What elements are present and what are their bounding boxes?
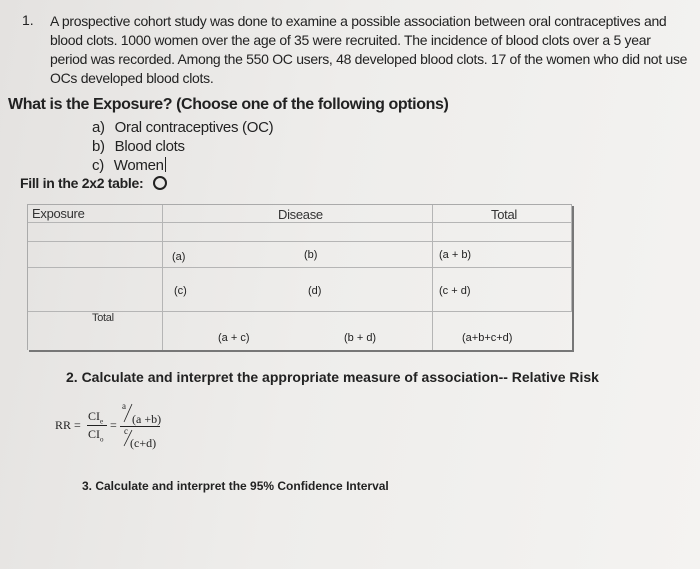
question-3: 3. Calculate and interpret the 95% Confidence Interval (82, 479, 389, 493)
ci-exposed-sub: e (100, 417, 104, 426)
fill-table-label: Fill in the 2x2 table: (20, 175, 144, 191)
table-line (432, 205, 433, 350)
two-by-two-table (27, 204, 572, 350)
question-1-text: A prospective cohort study was done to examine a possible association between oral contraceptives and blood clots. 1000 women over the age of 35 were recruited. The incidence of blood clots over a 5 year period was recorded. Among the 550 OC users, 48 developed blood clots. 17 of the women who did not use OCs developed blood clots. (50, 13, 688, 86)
formula-a-plus-b: (a +b) (132, 412, 162, 426)
formula-rr-label: RR = (55, 418, 81, 432)
option-a-text: Oral contraceptives (OC) (114, 119, 274, 136)
option-c-letter: c) (92, 157, 104, 174)
option-c-text: Women (113, 157, 164, 174)
formula-a: a (122, 401, 126, 411)
cell-a-plus-c[interactable]: (a + c) (218, 332, 250, 344)
formula-ci-exposed (88, 409, 103, 425)
ci-unexposed-text: CI (88, 427, 100, 441)
ci-exposed-text: CI (88, 409, 100, 423)
option-b-text: Blood clots (114, 138, 185, 155)
cell-a-plus-b[interactable]: (a + b) (439, 249, 472, 261)
table-line (162, 205, 163, 350)
exposure-question: What is the Exposure? (Choose one of the following options) (8, 96, 449, 113)
text-cursor (165, 157, 166, 172)
option-c[interactable] (92, 157, 166, 174)
table-line (28, 267, 572, 268)
option-b-letter: b) (92, 138, 105, 155)
question-1-number: 1. (22, 12, 34, 28)
table-line (28, 241, 572, 242)
cell-grand-total[interactable]: (a+b+c+d) (462, 332, 513, 344)
cell-b[interactable]: (b) (304, 249, 318, 261)
total-row-label: Total (92, 312, 114, 324)
header-disease: Disease (278, 207, 323, 222)
cell-a[interactable]: (a) (172, 251, 186, 263)
formula-equals: = (110, 418, 117, 432)
option-a[interactable] (92, 119, 273, 136)
cell-b-plus-d[interactable]: (b + d) (344, 332, 377, 344)
cell-d[interactable]: (d) (308, 285, 322, 297)
table-line (571, 205, 572, 311)
cell-c-plus-d[interactable]: (c + d) (439, 285, 471, 297)
header-exposure: Exposure (32, 206, 85, 221)
header-total: Total (491, 207, 517, 222)
table-line (28, 222, 572, 223)
formula-c-plus-d: (c+d) (130, 436, 157, 450)
cell-c[interactable]: (c) (174, 285, 187, 297)
option-a-letter: a) (92, 119, 105, 136)
option-b[interactable] (92, 138, 185, 155)
question-2: 2. Calculate and interpret the appropriate measure of association-- Relative Risk (66, 369, 599, 385)
formula-c: c (124, 426, 128, 436)
ci-unexposed-sub: o (100, 435, 104, 444)
formula-ci-unexposed (88, 427, 104, 443)
radio-circle-icon[interactable] (153, 176, 167, 190)
fraction-bar (87, 425, 107, 426)
